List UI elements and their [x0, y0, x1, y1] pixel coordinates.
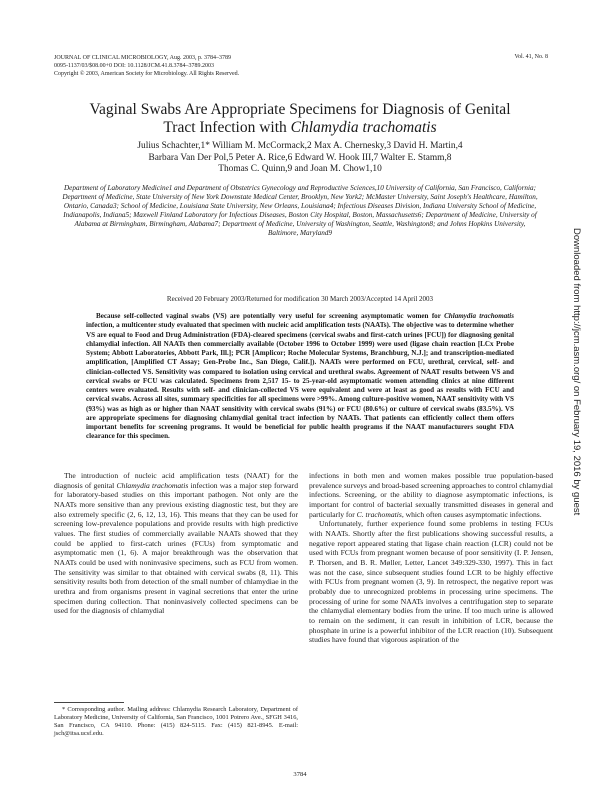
received-dates: Received 20 February 2003/Returned for modification 30 March 2003/Accepted 14 April 2003 — [166, 295, 434, 303]
body-column-right — [309, 471, 553, 645]
title-line-1: Vaginal Swabs Are Appropriate Specimens for Diagnosis of Genital — [89, 101, 511, 118]
corresponding-author-footnote: * Corresponding author. Mailing address: Chlamydia Research Laboratory, Department of Laboratory Medicine, University of California, San Francisco, 1001 Potrero Ave., SFGH 3416, San Francisco, CA 94110. Phone: (415) 824-5115. Fax: (415) 821-8945. E-mail: jsch@itsa.ucsf.edu. — [54, 706, 298, 737]
intro-paragraph — [54, 471, 298, 616]
journal-doi: 0095-1137/03/$08.00+0 DOI: 10.1128/JCM.41.8.3784–3789.2003 — [54, 63, 214, 69]
cont-text-2: , which often causes asymptomatic infections. — [401, 509, 542, 519]
author-line-3: Thomas C. Quinn,9 and Joan M. Chow1,10 — [218, 164, 382, 175]
author-list — [70, 141, 530, 176]
cont-text-1: infections in both men and women makes possible true population-based prevalence surveys and broad-based screening approaches to control chlamydial infections. Screening, or the ability to diagnose asymptomatic infections, is important for control of bacterial sexually transmitted diseases in general and particularly for — [309, 471, 553, 519]
second-paragraph: Unfortunately, further experience found some problems in testing FCUs with NAATs. Shortly after the first publications showing successful results, a negative report appeared stating that ligase chain reaction (LCR) could not be used with FCUs from pregnant women because of poor sensitivity (I. P. Jensen, P. Thorsen, and B. R. Møller, Letter, Lancet 349:329-330, 1997). This in fact was not the case, since subsequent studies found LCR to be highly effective with FCUs from pregnant women (3, 9). In retrospect, the negative report was probably due to unrecognized problems in processing urine specimens. The processing of urine for some NAATs involves a centrifugation step to separate the chlamydial elementary bodies from the urine. If too much urine is allowed to remain on the sediment, it can result in inhibition of LCR, because the phosphate in urine is a powerful inhibitor of the LCR reaction (10). Subsequent studies have found that vigorous aspiration of the — [309, 519, 553, 645]
intro-text-2: infection was a major step forward for laboratory-based studies on this important pathogen. Not only are the NAATs more sensitive than any previous existing diagnostic test, but they are also extremely specific (2, 6, 12, 13, 16). This means that they can be used for screening low-prevalence populations and provide results with high predictive values. The first studies of commercially available NAATs showed that they could be applied to first-catch urines (FCUs) from symptomatic and asymptomatic men (1, 6). A major breakthrough was the observation that NAATs could be used with noninvasive specimens, such as FCU from women. The sensitivity was similar to that obtained with cervical swabs (8, 11). This sensitivity results both from detection of the small number of chlamydiae in the urethra and from organisms present in vaginal secretions that enter the urine specimen during collection. That noninvasively collected specimens can be used for the diagnosis of chlamydial — [54, 480, 299, 616]
title-line-2-text: Tract Infection with — [163, 119, 291, 136]
abstract-text-1: Because self-collected vaginal swabs (VS) are potentially very useful for screening asymptomatic women for — [96, 312, 445, 320]
intro-text-1: The introduction of nucleic acid amplification tests (NAAT) for the diagnosis of genital — [54, 471, 298, 490]
continued-paragraph — [309, 471, 553, 519]
journal-citation: JOURNAL OF CLINICAL MICROBIOLOGY, Aug. 2003, p. 3784–3789 — [54, 55, 231, 61]
abstract-text-2: infection, a multicenter study evaluated that specimen with nucleic acid amplification tests (NAATs). The objective was to determine whether VS are equal to Food and Drug Administration (FDA)-cleared specimens (cervical swabs and first-catch urines [FCU]) for diagnosing genital chlamydial infection. All NAATs then commercially available (October 1996 to October 1999) were used (ligase chain reaction [LCx Probe System; Abbott Laboratories, Abbott Park, Ill.]; PCR [Amplicor; Roche Molecular Systems, Branchburg, N.J.]; and transcription-mediated amplification, [Amplified CT Assay; Gen-Probe Inc., San Diego, Calif.]). NAATs were performed on FCU, urethral, cervical, self- and clinician-collected VS. Sensitivity was compared to isolation using cervical and urethral swabs. Agreement of NAAT results between VS and cervical swabs or FCU was calculated. Specimens from 2,517 15- to 25-year-old asymptomatic women attending clinics at nine different centers were evaluated. Results with self- and clinician-collected VS were equivalent and were at least as good as results with FCU and cervical swabs. Across all sites, summary specificities for all specimens were >99%. Among culture-positive women, NAAT sensitivity with VS (93%) was as high as or higher than NAAT sensitivity with cervical swabs (91%) or FCU (80.6%) or culture of cervical swabs (83.5%). VS are appropriate specimens for diagnosing chlamydial genital tract infection by NAATs. That patients can efficiently collect them offers important benefits for screening programs. It would be beneficial for public health programs if the NAAT manufacturers sought FDA clearance for this specimen. — [86, 321, 514, 441]
journal-header — [54, 54, 239, 78]
abstract-organism: Chlamydia trachomatis — [444, 312, 514, 320]
abstract — [86, 312, 514, 442]
copyright-line: Copyright © 2003, American Society for Microbiology. All Rights Reserved. — [54, 71, 240, 77]
title-organism: Chlamydia trachomatis — [290, 119, 437, 136]
author-line-1: Julius Schachter,1* William M. McCormack,2 Max A. Chernesky,3 David H. Martin,4 — [137, 141, 463, 151]
footnote-divider — [54, 702, 124, 703]
body-column-left — [54, 471, 298, 616]
volume-label: Vol. 41, No. 8 — [514, 54, 548, 60]
intro-organism: Chlamydia trachomatis — [116, 480, 189, 490]
title-line-2 — [48, 119, 552, 137]
affiliations: Department of Laboratory Medicine1 and Department of Obstetrics Gynecology and Reproductive Sciences,10 University of California, San Francisco, California; Department of Medicine, State University of New York Downstate Medical Center, Brooklyn, New York2; McMaster University, Saint Joseph's Healthcare, Hamilton, Ontario, Canada3; School of Medicine, Louisiana State University, New Orleans, Louisiana4; Infectious Diseases Division, Indiana University School of Medicine, Indianapolis, Indiana5; Maxwell Finland Laboratory for Infectious Diseases, Boston City Hospital, Boston, Massachusetts6; Department of Medicine, University of Alabama at Birmingham, Birmingham, Alabama7; Department of Medicine, University of Washington, Seattle, Washington8; and Johns Hopkins University, Baltimore, Maryland9 — [62, 184, 538, 238]
author-line-2: Barbara Van Der Pol,5 Peter A. Rice,6 Edward W. Hook III,7 Walter E. Stamm,8 — [148, 152, 452, 163]
cont-organism: C. trachomatis — [356, 509, 402, 519]
article-title — [48, 101, 552, 137]
page-number: 3784 — [293, 771, 307, 778]
download-watermark: Downloaded from http://jcm.asm.org/ on February 19, 2016 by guest — [571, 228, 582, 516]
